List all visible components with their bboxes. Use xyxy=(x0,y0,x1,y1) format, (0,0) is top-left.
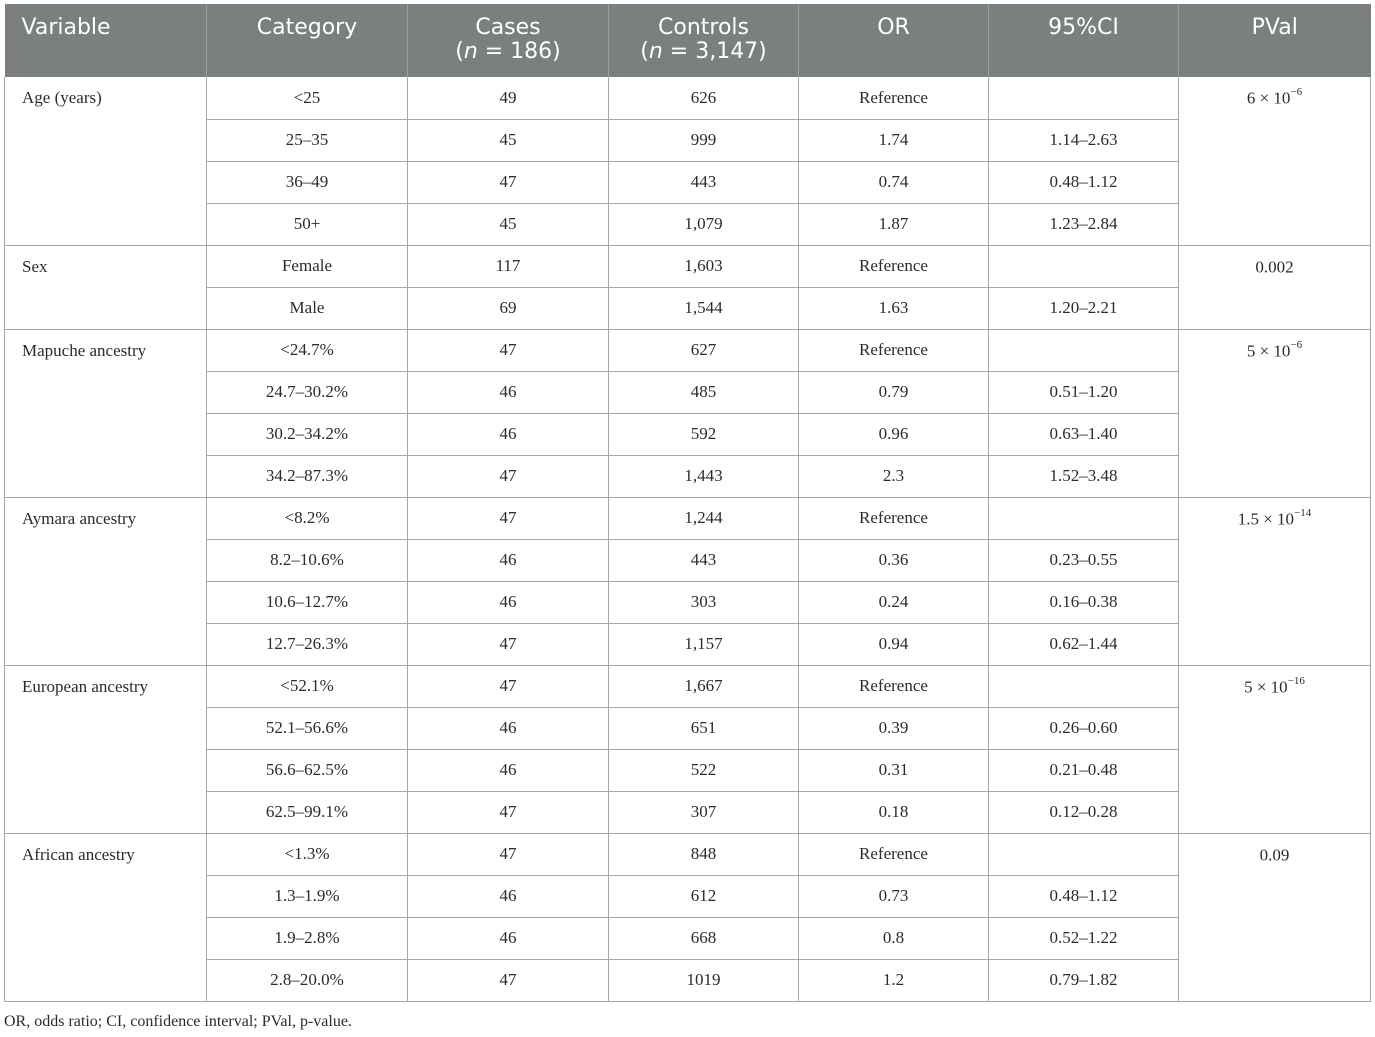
ci-cell: 0.48–1.12 xyxy=(989,161,1179,203)
or-cell: 0.39 xyxy=(799,707,989,749)
category-cell: 8.2–10.6% xyxy=(207,539,408,581)
ci-cell xyxy=(989,497,1179,539)
variable-cell: European ancestry xyxy=(5,665,207,833)
category-cell: 10.6–12.7% xyxy=(207,581,408,623)
cases-cell: 46 xyxy=(408,707,609,749)
category-cell: <24.7% xyxy=(207,329,408,371)
ci-cell: 0.62–1.44 xyxy=(989,623,1179,665)
controls-cell: 1,244 xyxy=(609,497,799,539)
ci-cell xyxy=(989,77,1179,119)
or-cell: 1.74 xyxy=(799,119,989,161)
header-ci: 95%CI xyxy=(989,4,1179,77)
ci-cell: 1.20–2.21 xyxy=(989,287,1179,329)
table-row xyxy=(5,119,1371,161)
ci-cell: 0.51–1.20 xyxy=(989,371,1179,413)
pval-cell xyxy=(1179,833,1371,1001)
category-cell: 34.2–87.3% xyxy=(207,455,408,497)
controls-cell: 1,157 xyxy=(609,623,799,665)
cases-cell: 47 xyxy=(408,791,609,833)
controls-cell: 999 xyxy=(609,119,799,161)
ci-cell: 0.21–0.48 xyxy=(989,749,1179,791)
controls-cell: 1,603 xyxy=(609,245,799,287)
ci-cell: 0.63–1.40 xyxy=(989,413,1179,455)
table-row xyxy=(5,77,1371,119)
table-body xyxy=(5,77,1371,1001)
ci-cell xyxy=(989,833,1179,875)
pval-cell xyxy=(1179,329,1371,497)
or-cell: Reference xyxy=(799,497,989,539)
controls-cell: 485 xyxy=(609,371,799,413)
cases-cell: 69 xyxy=(408,287,609,329)
or-cell: 0.79 xyxy=(799,371,989,413)
header-pval: PVal xyxy=(1179,4,1371,77)
or-cell: Reference xyxy=(799,833,989,875)
category-cell: 1.9–2.8% xyxy=(207,917,408,959)
category-cell: 12.7–26.3% xyxy=(207,623,408,665)
controls-cell: 1,667 xyxy=(609,665,799,707)
ci-cell: 1.23–2.84 xyxy=(989,203,1179,245)
controls-cell: 1,443 xyxy=(609,455,799,497)
cases-cell: 47 xyxy=(408,329,609,371)
header-cases-n: (n = 186) xyxy=(455,39,561,64)
header-controls-n: (n = 3,147) xyxy=(640,39,767,64)
controls-cell: 307 xyxy=(609,791,799,833)
cases-cell: 45 xyxy=(408,119,609,161)
variable-cell: Sex xyxy=(5,245,207,329)
cases-cell: 45 xyxy=(408,203,609,245)
category-cell: 1.3–1.9% xyxy=(207,875,408,917)
pval-cell xyxy=(1179,245,1371,329)
ci-cell: 0.79–1.82 xyxy=(989,959,1179,1001)
cases-cell: 47 xyxy=(408,833,609,875)
category-cell: 36–49 xyxy=(207,161,408,203)
pval-exponent: −6 xyxy=(1290,338,1303,351)
category-cell: 30.2–34.2% xyxy=(207,413,408,455)
ci-cell: 0.23–0.55 xyxy=(989,539,1179,581)
cases-cell: 46 xyxy=(408,917,609,959)
cases-cell: 46 xyxy=(408,371,609,413)
variable-cell: Age (years) xyxy=(5,77,207,245)
ci-cell: 0.16–0.38 xyxy=(989,581,1179,623)
table-row xyxy=(5,329,1371,371)
cases-cell: 47 xyxy=(408,161,609,203)
controls-cell: 522 xyxy=(609,749,799,791)
cases-cell: 47 xyxy=(408,959,609,1001)
cases-cell: 46 xyxy=(408,539,609,581)
variable-cell: Mapuche ancestry xyxy=(5,329,207,497)
category-cell: Male xyxy=(207,287,408,329)
ci-cell: 0.52–1.22 xyxy=(989,917,1179,959)
header-or: OR xyxy=(799,4,989,77)
ci-cell: 0.12–0.28 xyxy=(989,791,1179,833)
or-cell: Reference xyxy=(799,245,989,287)
pval-cell xyxy=(1179,665,1371,833)
ci-cell xyxy=(989,665,1179,707)
table-row xyxy=(5,497,1371,539)
table-row xyxy=(5,959,1371,1001)
pval-base: 6 × 10 xyxy=(1246,88,1291,108)
pval-exponent: −6 xyxy=(1290,86,1303,98)
or-cell: Reference xyxy=(799,77,989,119)
pval-exponent: −16 xyxy=(1287,674,1305,687)
controls-cell: 627 xyxy=(609,329,799,371)
table-row xyxy=(5,749,1371,791)
controls-cell: 612 xyxy=(609,875,799,917)
or-cell: 0.18 xyxy=(799,791,989,833)
category-cell: 25–35 xyxy=(207,119,408,161)
controls-cell: 443 xyxy=(609,161,799,203)
category-cell: <52.1% xyxy=(207,665,408,707)
category-cell: 50+ xyxy=(207,203,408,245)
table-row xyxy=(5,665,1371,707)
ci-cell: 0.26–0.60 xyxy=(989,707,1179,749)
or-cell: 0.94 xyxy=(799,623,989,665)
header-cases xyxy=(408,4,609,77)
controls-cell: 651 xyxy=(609,707,799,749)
variable-cell: African ancestry xyxy=(5,833,207,1001)
category-cell: 62.5–99.1% xyxy=(207,791,408,833)
table-row xyxy=(5,707,1371,749)
category-cell: Female xyxy=(207,245,408,287)
cases-cell: 46 xyxy=(408,749,609,791)
header-controls xyxy=(609,4,799,77)
table-row xyxy=(5,245,1371,287)
pval-base: 5 × 10 xyxy=(1244,677,1288,697)
or-cell: 1.87 xyxy=(799,203,989,245)
or-cell: 0.73 xyxy=(799,875,989,917)
ci-cell: 1.14–2.63 xyxy=(989,119,1179,161)
table-row xyxy=(5,287,1371,329)
category-cell: <8.2% xyxy=(207,497,408,539)
header-category: Category xyxy=(207,4,408,77)
pval-cell xyxy=(1179,497,1371,665)
category-cell: 56.6–62.5% xyxy=(207,749,408,791)
cases-cell: 117 xyxy=(408,245,609,287)
category-cell: <1.3% xyxy=(207,833,408,875)
cases-cell: 47 xyxy=(408,497,609,539)
cases-cell: 47 xyxy=(408,623,609,665)
table-row xyxy=(5,161,1371,203)
controls-cell: 1019 xyxy=(609,959,799,1001)
cases-cell: 46 xyxy=(408,413,609,455)
category-cell: 2.8–20.0% xyxy=(207,959,408,1001)
table-row xyxy=(5,917,1371,959)
or-cell: Reference xyxy=(799,329,989,371)
table-row xyxy=(5,833,1371,875)
or-cell: 0.31 xyxy=(799,749,989,791)
pval-base: 0.002 xyxy=(1255,257,1294,277)
controls-cell: 626 xyxy=(609,77,799,119)
table-row xyxy=(5,875,1371,917)
ci-cell xyxy=(989,329,1179,371)
controls-cell: 303 xyxy=(609,581,799,623)
cases-cell: 47 xyxy=(408,455,609,497)
table-row xyxy=(5,539,1371,581)
table-row xyxy=(5,791,1371,833)
ci-cell: 0.48–1.12 xyxy=(989,875,1179,917)
or-cell: 0.96 xyxy=(799,413,989,455)
or-cell: 0.74 xyxy=(799,161,989,203)
header-controls-label: Controls xyxy=(658,15,749,40)
header-cases-label: Cases xyxy=(475,15,541,40)
pval-base: 1.5 × 10 xyxy=(1237,509,1295,529)
or-cell: 0.24 xyxy=(799,581,989,623)
table-row xyxy=(5,203,1371,245)
controls-cell: 443 xyxy=(609,539,799,581)
pval-base: 5 × 10 xyxy=(1246,341,1291,361)
or-cell: 1.2 xyxy=(799,959,989,1001)
controls-cell: 668 xyxy=(609,917,799,959)
category-cell: <25 xyxy=(207,77,408,119)
ci-cell xyxy=(989,245,1179,287)
controls-cell: 848 xyxy=(609,833,799,875)
table-footnote: OR, odds ratio; CI, confidence interval; PVal, p-value. xyxy=(4,1013,352,1030)
category-cell: 24.7–30.2% xyxy=(207,371,408,413)
cases-cell: 46 xyxy=(408,581,609,623)
category-cell: 52.1–56.6% xyxy=(207,707,408,749)
controls-cell: 1,544 xyxy=(609,287,799,329)
controls-cell: 1,079 xyxy=(609,203,799,245)
variable-cell: Aymara ancestry xyxy=(5,497,207,665)
header-variable: Variable xyxy=(5,4,207,77)
cases-cell: 49 xyxy=(408,77,609,119)
table-row xyxy=(5,623,1371,665)
table-row xyxy=(5,455,1371,497)
table-row xyxy=(5,413,1371,455)
odds-ratio-table xyxy=(4,4,1371,1002)
controls-cell: 592 xyxy=(609,413,799,455)
pval-cell xyxy=(1179,77,1371,245)
table-header xyxy=(5,4,1371,77)
or-cell: 2.3 xyxy=(799,455,989,497)
or-cell: 0.8 xyxy=(799,917,989,959)
table-row xyxy=(5,371,1371,413)
or-cell: 1.63 xyxy=(799,287,989,329)
cases-cell: 46 xyxy=(408,875,609,917)
or-cell: 0.36 xyxy=(799,539,989,581)
ci-cell: 1.52–3.48 xyxy=(989,455,1179,497)
or-cell: Reference xyxy=(799,665,989,707)
table-row xyxy=(5,581,1371,623)
pval-base: 0.09 xyxy=(1259,845,1290,865)
cases-cell: 47 xyxy=(408,665,609,707)
pval-exponent: −14 xyxy=(1294,506,1312,519)
